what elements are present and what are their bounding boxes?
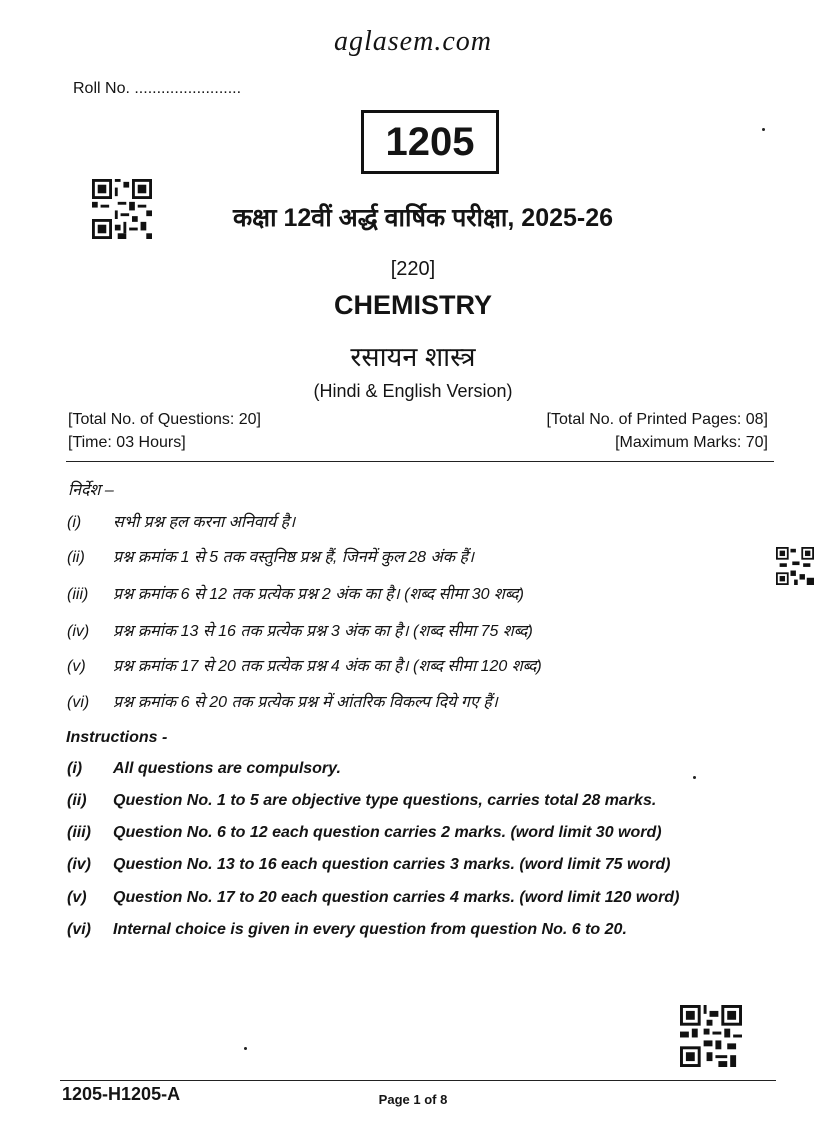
instruction-english-row: (iii) Question No. 6 to 12 each question carries 2 marks. (word limit 30 word) [67, 824, 662, 841]
total-pages: [Total No. of Printed Pages: 08] [546, 411, 768, 428]
instructions-english-heading: Instructions - [66, 729, 168, 746]
instructions-hindi-heading: निर्देश – [68, 482, 114, 499]
qr-code-icon [680, 1004, 742, 1068]
paper-code-box [361, 110, 499, 174]
instruction-hindi-row: (i) सभी प्रश्न हल करना अनिवार्य है। [67, 514, 296, 531]
footer-paper-code: 1205-H1205-A [62, 1084, 181, 1104]
subject-title-english: CHEMISTRY [333, 290, 492, 320]
site-watermark: aglasem.com [334, 26, 492, 57]
instruction-hindi-row: (ii) प्रश्न क्रमांक 1 से 5 तक वस्तुनिष्ठ प्रश्न हैं, जिनमें कुल 28 अंक हैं। [67, 549, 475, 566]
instruction-english-row: (v) Question No. 17 to 20 each question carries 4 marks. (word limit 120 word) [67, 889, 680, 906]
instruction-english-row: (vi) Internal choice is given in every question from question No. 6 to 20. [67, 921, 627, 938]
scan-speck [244, 1047, 247, 1050]
scan-speck [762, 128, 765, 131]
paper-code: 1205 [385, 119, 475, 164]
instruction-hindi-row: (iv) प्रश्न क्रमांक 13 से 16 तक प्रत्येक प्रश्न 3 अंक का है। (शब्द सीमा 75 शब्द) [67, 623, 533, 640]
instruction-hindi-row: (vi) प्रश्न क्रमांक 6 से 20 तक प्रत्येक प्रश्न में आंतरिक विकल्प दिये गए हैं। [67, 694, 498, 711]
time-allowed: [Time: 03 Hours] [68, 434, 186, 451]
footer-divider [60, 1080, 776, 1081]
subject-code: [220] [390, 258, 436, 280]
instruction-hindi-row: (v) प्रश्न क्रमांक 17 से 20 तक प्रत्येक प्रश्न 4 अंक का है। (शब्द सीमा 120 शब्द) [67, 658, 542, 675]
qr-code-icon [776, 547, 814, 585]
total-questions: [Total No. of Questions: 20] [68, 411, 261, 428]
roll-value: ........................ [134, 80, 242, 97]
scan-speck [693, 776, 696, 779]
page-number: Page 1 of 8 [378, 1092, 448, 1107]
roll-number [73, 80, 241, 98]
instruction-english-row: (ii) Question No. 1 to 5 are objective type questions, carries total 28 marks. [67, 792, 657, 809]
maximum-marks: [Maximum Marks: 70] [615, 434, 768, 451]
instruction-english-row: (iv) Question No. 13 to 16 each question carries 3 marks. (word limit 75 word) [67, 856, 671, 873]
instruction-hindi-row: (iii) प्रश्न क्रमांक 6 से 12 तक प्रत्येक प्रश्न 2 अंक का है। (शब्द सीमा 30 शब्द) [67, 586, 524, 603]
roll-label: Roll No. [73, 80, 135, 97]
exam-title: कक्षा 12वीं अर्द्ध वार्षिक परीक्षा, 2025-26 [232, 204, 614, 232]
instruction-english-row: (i) All questions are compulsory. [67, 760, 341, 777]
subject-title-hindi: रसायन शास्त्र [350, 342, 476, 372]
header-divider [66, 461, 774, 462]
version-note: (Hindi & English Version) [313, 381, 513, 401]
